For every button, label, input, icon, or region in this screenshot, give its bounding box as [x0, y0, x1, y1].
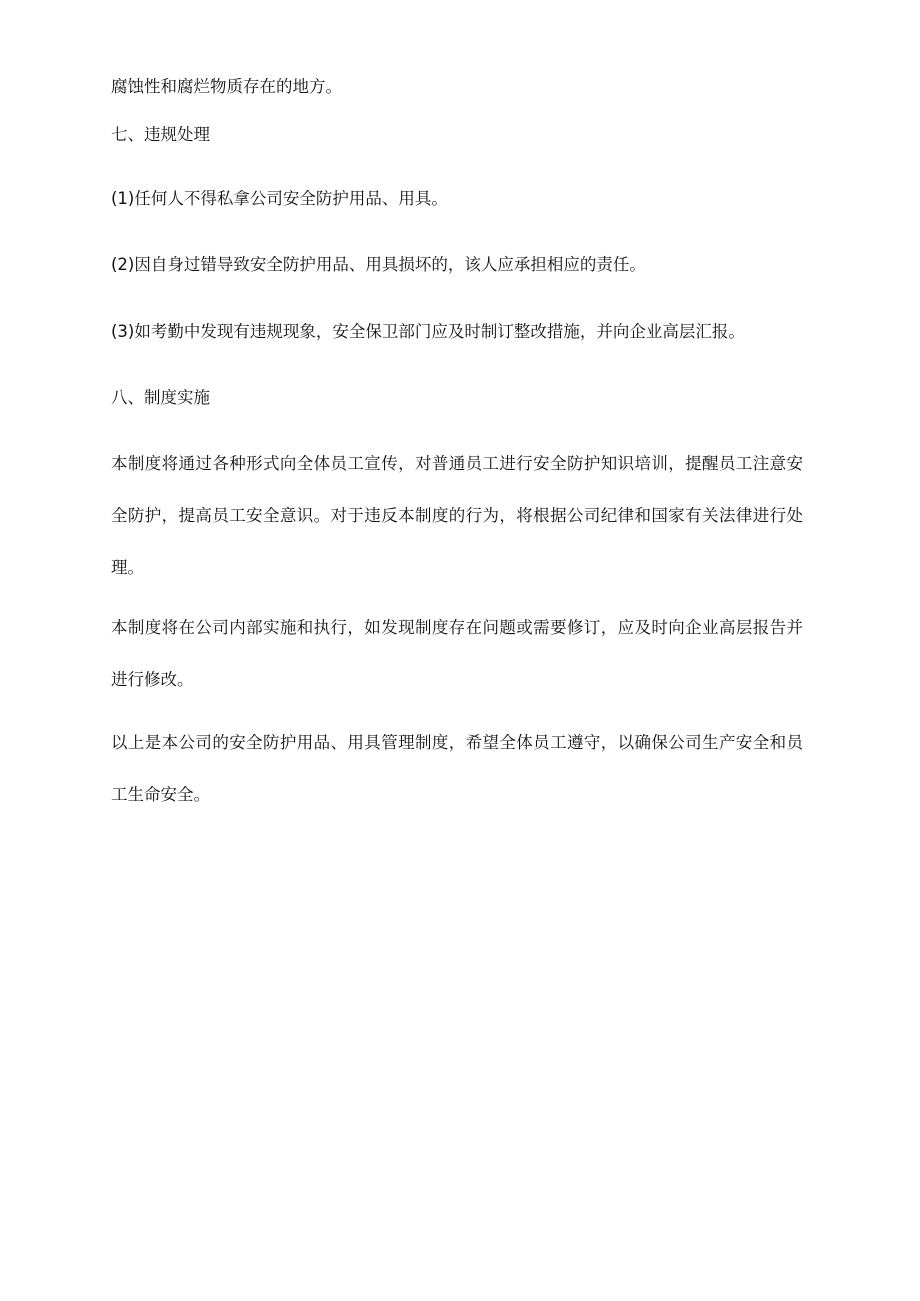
section-8-paragraph-2-text: 本制度将在公司内部实施和执行，如发现制度存在问题或需要修订，应及时向企业高层报告并进行修改。 [111, 618, 803, 689]
section-8-paragraph-1-text: 本制度将通过各种形式向全体员工宣传，对普通员工进行安全防护知识培训，提醒员工注意安全防护，提高员工安全意识。对于违反本制度的行为，将根据公司纪律和国家有关法律进行处理。 [111, 454, 803, 577]
section-7-item-2: (2)因自身过错导致安全防护用品、用具损坏的，该人应承担相应的责任。 [111, 255, 646, 274]
section-7-item-3: (3)如考勤中发现有违规现象，安全保卫部门应及时制订整改措施，并向企业高层汇报。 [111, 322, 745, 341]
continuation-text: 腐蚀性和腐烂物质存在的地方。 [111, 77, 342, 96]
section-7-item-1: (1)任何人不得私拿公司安全防护用品、用具。 [111, 189, 448, 208]
section-8-paragraph-1 [111, 453, 803, 594]
section-8-heading: 八、制度实施 [111, 388, 210, 407]
section-8-paragraph-2 [111, 617, 803, 706]
section-8-paragraph-3 [111, 732, 803, 821]
section-7-heading: 七、违规处理 [111, 125, 210, 144]
section-8-paragraph-3-text: 以上是本公司的安全防护用品、用具管理制度，希望全体员工遵守，以确保公司生产安全和员工生命安全。 [111, 733, 803, 804]
